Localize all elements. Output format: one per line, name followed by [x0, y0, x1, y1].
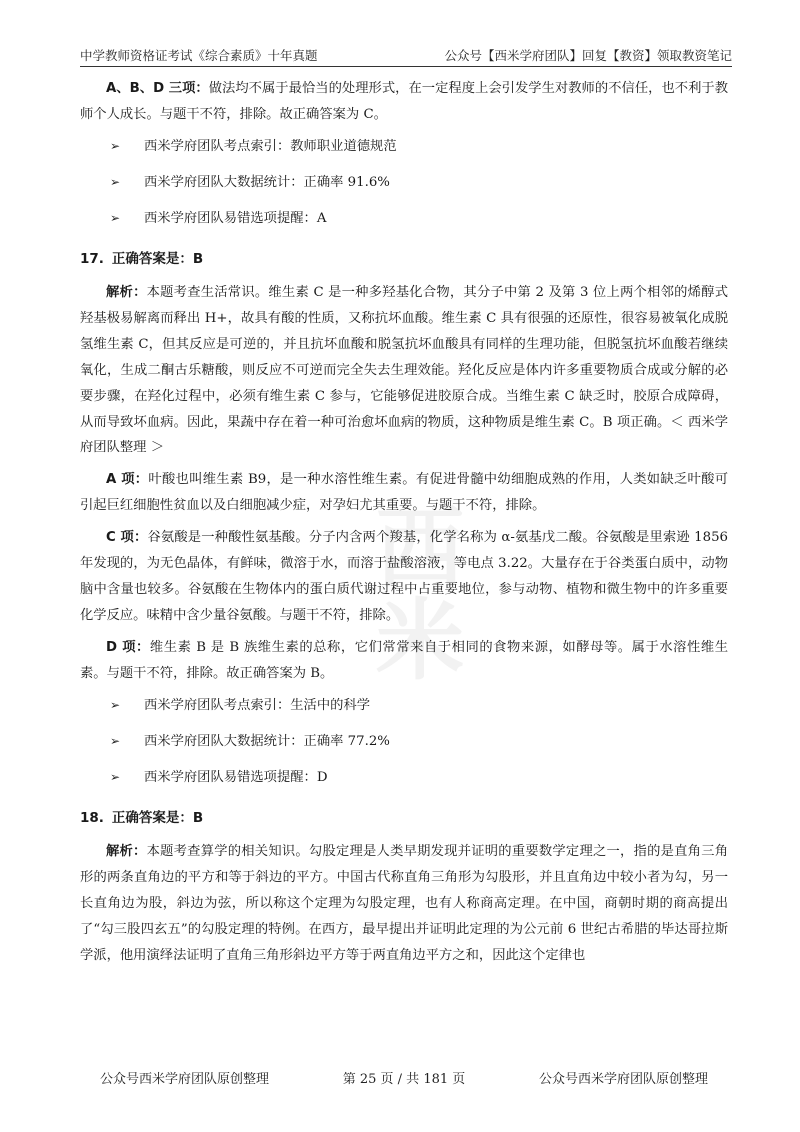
note-bullet — [110, 729, 728, 755]
arrow-bullet-icon: ➢ — [110, 210, 121, 225]
footer-left-note: 公众号西米学府团队原创整理 — [100, 1072, 270, 1087]
note-bullet — [110, 170, 728, 196]
watermark-char-2: 米 — [375, 589, 464, 692]
header-rule — [80, 66, 732, 67]
note-bullet — [110, 134, 728, 160]
watermark-char-1: 西 — [375, 496, 464, 600]
footer-right-note: 公众号西米学府团队原创整理 — [538, 1072, 708, 1087]
page-content — [80, 76, 728, 974]
explanation-paragraph: 解析：本题考查算学的相关知识。勾股定理是人类早期发现并证明的重要数学定理之一，指的是直角三角形的两条直角边的平方和等于斜边的平方。中国古代称直角三角形为勾股形，并且直角边中较小者为勾，另一长直角边为股，斜边为弦，所以称这个定理为勾股定理，也有人称商高定理。在中国，商朝时期的商高提出了“勾三股四玄五”的勾股定理的特例。在西方，最早提出并证明此定理的为公元前 6 世纪古希腊的毕达哥拉斯学派，他用演绎法证明了直角三角形斜边平方等于两直角边平方之和，因此这个定律也 — [80, 843, 729, 963]
explanation-paragraph: 解析：本题考查生活常识。维生素 C 是一种多羟基化合物，其分子中第 2 及第 3 位上两个相邻的烯醇式羟基极易解离而释出 H+，故具有酸的性质，又称抗坏血酸。维生素 C 具有很强的还原性，很容易被氧化成脱氢维生素 C，但其反应是可逆的，并且抗坏血酸和脱氢抗坏血酸具有同样的生理功能，但脱氢抗坏血酸若继续氧化，生成二酮古乐糖酸，则反应不可逆而完全失去生理效能。羟化反应是体内许多重要物质合成或分解的必要步骤，在羟化过程中，必须有维生素 C 参与，它能够促进胶原合成。当维生素 C 缺乏时，胶原合成障碍，从而导致坏血病。因此，果蔬中存在着一种可治愈坏血病的物质，这种物质是维生素 C。B 项正确。＜ 西米学府团队整理 ＞ — [80, 284, 729, 456]
option-a-paragraph: A 项：叶酸也叫维生素 B9，是一种水溶性维生素。有促进骨髓中幼细胞成熟的作用，人类如缺乏叶酸可引起巨红细胞性贫血以及白细胞减少症，对孕妇尤其重要。与题干不符，排除。 — [80, 472, 728, 514]
bullet-text: 西米学府团队考点索引：教师职业道德规范 — [144, 138, 397, 154]
bullet-text: 西米学府团队易错选项提醒：A — [144, 210, 327, 226]
bullet-text: 西米学府团队考点索引：生活中的科学 — [144, 697, 371, 713]
arrow-bullet-icon: ➢ — [110, 698, 121, 713]
question-answer-heading: 17. 正确答案是：B — [80, 250, 204, 267]
header-left-title: 中学教师资格证考试《综合素质》十年真题 — [80, 48, 318, 63]
question-answer-heading: 18. 正确答案是：B — [80, 809, 204, 826]
note-bullet — [110, 693, 728, 719]
page-number: 第 25 页 / 共 181 页 — [342, 1072, 466, 1087]
page-footer — [100, 1068, 708, 1087]
note-bullet — [110, 765, 728, 791]
explanation-paragraph: A、B、D 三项：做法均不属于最恰当的处理形式，在一定程度上会引发学生对教师的不信任，也不利于教师个人成长。与题干不符，排除。故正确答案为 C。 — [80, 81, 729, 122]
bullet-text: 西米学府团队大数据统计：正确率 91.6% — [144, 174, 390, 190]
arrow-bullet-icon: ➢ — [110, 139, 121, 154]
page-header — [80, 44, 732, 64]
arrow-bullet-icon: ➢ — [110, 733, 121, 748]
header-right-note: 公众号【西米学府团队】回复【教资】领取教资笔记 — [444, 48, 732, 63]
arrow-bullet-icon: ➢ — [110, 769, 121, 784]
bullet-text: 西米学府团队大数据统计：正确率 77.2% — [144, 733, 390, 749]
option-d-paragraph: D 项：维生素 B 是 B 族维生素的总称，它们常常来自于相同的食物来源，如酵母等。属于水溶性维生素。与题干不符，排除。故正确答案为 B。 — [80, 639, 729, 681]
bullet-text: 西米学府团队易错选项提醒：D — [144, 769, 328, 785]
option-c-paragraph: C 项：谷氨酸是一种酸性氨基酸。分子内含两个羧基，化学名称为 α-氨基戊二酸。谷氨酸是里索逊 1856 年发现的，为无色晶体，有鲜味，微溶于水，而溶于盐酸溶液，等电点 3.22。大量存在于谷类蛋白质中，动物脑中含量也较多。谷氨酸在生物体内的蛋白质代谢过程中占重要地位，参与动物、植物和微生物中的许多重要化学反应。味精中含少量谷氨酸。与题干不符，排除。 — [80, 530, 729, 623]
note-bullet — [110, 206, 728, 232]
arrow-bullet-icon: ➢ — [110, 175, 121, 190]
